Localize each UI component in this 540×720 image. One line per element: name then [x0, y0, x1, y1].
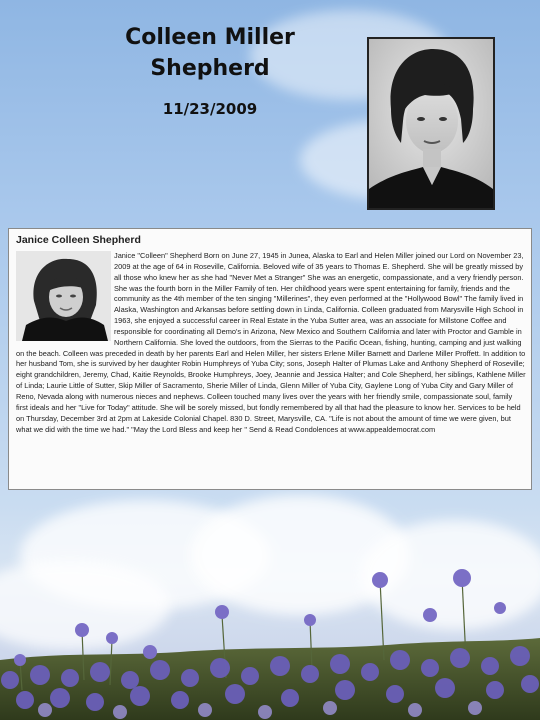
title-name-line1: Colleen Miller: [125, 25, 295, 50]
photo-spacer: [16, 251, 114, 343]
portrait-image: [369, 39, 493, 208]
flower-field-image: [0, 560, 540, 720]
article-heading: Janice Colleen Shepherd: [16, 234, 141, 246]
article-text-block: [16, 251, 526, 435]
obituary-clipping: [8, 228, 532, 490]
article-body-text: Janice "Colleen" Shepherd Born on June 27, 1945 in Junea, Alaska to Earl and Helen Miller joined our Lord on November 23, 2009 at the age of 64 in Roseville, California. Beloved wife of 35 years to Thomas E. Shepherd. She will be greatly missed by all those who knew her as she had "Never Met a Stranger" She was an energetic, compassionate, and a very friendly person. She was the fourth born in the Miller Family of ten. Her childhood years were spent entertaining for family, friends and the community as the 4th member of the ten singing "Millerines", they even performed at the "Hollywood Bowl" The family lived in Alaska, Washington and Arkansas before settling down in Linda, California. Colleen graduated from Marysville High School in 1963, she enjoyed a successful career in Real Estate in the Yuba Sutter area, was an associate for Millstone Coffee and responsible for coordinating all Demo's in Arizona, New Mexico and Southern California and later with Proctor and Gamble in Northern California. She loved the outdoors, from the Sierras to the Pacific Ocean, fishing, hunting, camping and just walking on the beach. Colleen was preceded in death by her parents Earl and Helen Miller, her sisters Erlene Miller Barnett and Darlene Miller Proffett. In addition to her husband Tom, she is survived by her daughter Robin Humphreys of Yuba City; sons, Joseph Halter of Plumas Lake and Anthony Shepherd of Roseville; eight grandchildren, Jeremy, Chad, Kaitie Reynolds, Brooke Humphreys, Joey, Jeannie and Jessica Halter; and Cole Shepherd, her siblings, Kathlene Miller of Linda; Laurie Little of Sutter, Skip Miller of Sacramento, Sherie Miller of Linda, Glenn Miller of Yuba City, Gaylene Long of Yuba City and Gary Miller of Reno, Nevada along with numerous nieces and nephews. Colleen touched many lives over the years with her friendly smile, compassionate soul, family first ideals and her "Live for Today" attitude. She will be sorely missed, but fondly remembered by all that had the pleasure to know her. Services to be held on Thursday, December 3rd at 2pm at Lakeside Colonial Chapel. 830 D. Street, Marysville, CA. "Life is not about the amount of time we were given, but what we did with the time we had." "May the Lord Bless and keep her " Send & Read Condolences at www.appealdemocrat.com: [16, 251, 526, 434]
portrait-photo: [367, 37, 495, 210]
page-title: [120, 22, 300, 84]
memorial-date: 11/23/2009: [162, 100, 258, 118]
title-name-line2: Shepherd: [150, 56, 270, 81]
